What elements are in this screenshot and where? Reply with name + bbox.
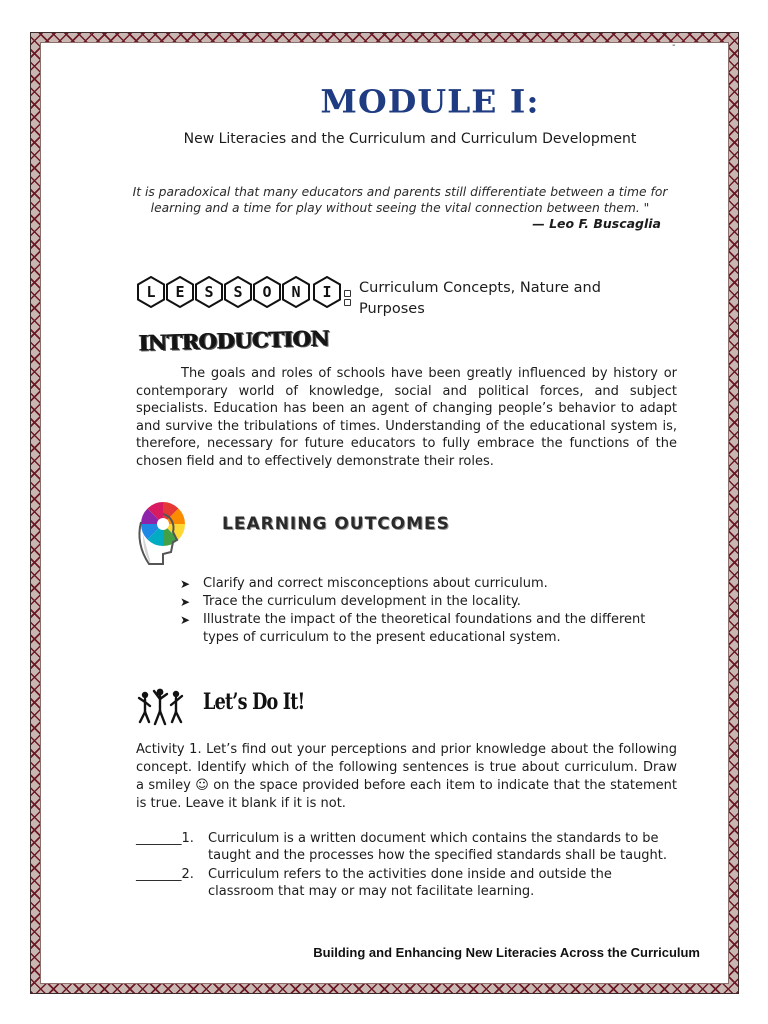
lesson-badge-letter: S	[195, 276, 223, 308]
introduction-heading: INTRODUCTION	[138, 325, 330, 356]
lesson-badge-letter: N	[282, 276, 310, 308]
list-item	[136, 830, 676, 864]
badge-dot-icon	[344, 299, 351, 306]
item-text: Curriculum refers to the activities done inside and outside the classroom that may or may not facilitate learning.	[208, 867, 612, 899]
learning-outcomes-list	[180, 575, 680, 647]
quote-author: — Leo F. Buscaglia	[532, 216, 661, 231]
lesson-badge-letter: O	[253, 276, 281, 308]
badge-dot-icon	[344, 290, 351, 297]
answer-blank: _______1.	[136, 831, 194, 846]
page-mark: -	[672, 40, 676, 51]
lesson-badge-letter: I	[313, 276, 341, 308]
list-item	[180, 593, 680, 611]
opening-quote: It is paradoxical that many educators and parents still differentiate between a time for learning and a time for play without seeing the vital connection between them. "	[132, 185, 668, 215]
activity-instructions: Activity 1. Let’s find out your perceptions and prior knowledge about the following concept. Identify which of the following sentences is true about curriculum. Draw a smiley ☺ on the space provided before each item to indicate that the statement is true. Leave it blank if it is not.	[136, 742, 677, 811]
arrow-bullet-icon: ➤	[180, 577, 191, 591]
lesson-badge-letter: L	[137, 276, 165, 308]
outcome-text: Trace the curriculum development in the locality.	[203, 594, 521, 609]
lesson-title: Curriculum Concepts, Nature and Purposes	[359, 280, 601, 317]
answer-blank: _______2.	[136, 867, 194, 882]
outcome-text: Illustrate the impact of the theoretical foundations and the different types of curriculum to the present educational system.	[203, 612, 646, 645]
module-subtitle: New Literacies and the Curriculum and Curriculum Development	[183, 131, 637, 147]
introduction-paragraph: The goals and roles of schools have been greatly influenced by history or contemporary world of knowledge, social and political forces, and subject specialists. Education has been an agent of changing people’s behavior to adapt and survive the tribulations of times. Understanding of the educational system is, therefore, necessary for future educators to fully embrace the functions of the chosen field and to effectively demonstrate their roles.	[136, 366, 677, 469]
item-text: Curriculum is a written document which contains the standards to be taught and the processes how the specified standards shall be taught.	[208, 831, 668, 863]
footer-title: Building and Enhancing New Literacies Across the Curriculum	[313, 945, 700, 960]
list-item	[180, 611, 680, 647]
arrow-bullet-icon: ➤	[180, 613, 191, 627]
lesson-badge-letter: E	[166, 276, 194, 308]
lets-do-it-heading: Let’s Do It!	[203, 689, 305, 715]
dancing-people-icon	[137, 686, 187, 728]
activity-items	[136, 830, 676, 902]
arrow-bullet-icon: ➤	[180, 595, 191, 609]
colorful-head-icon	[133, 494, 193, 566]
lesson-badge-letter: S	[224, 276, 252, 308]
list-item	[136, 866, 676, 900]
module-title: MODULE I:	[320, 82, 540, 121]
outcome-text: Clarify and correct misconceptions about curriculum.	[203, 576, 548, 591]
learning-outcomes-heading: LEARNING OUTCOMES	[222, 514, 450, 534]
list-item	[180, 575, 680, 593]
